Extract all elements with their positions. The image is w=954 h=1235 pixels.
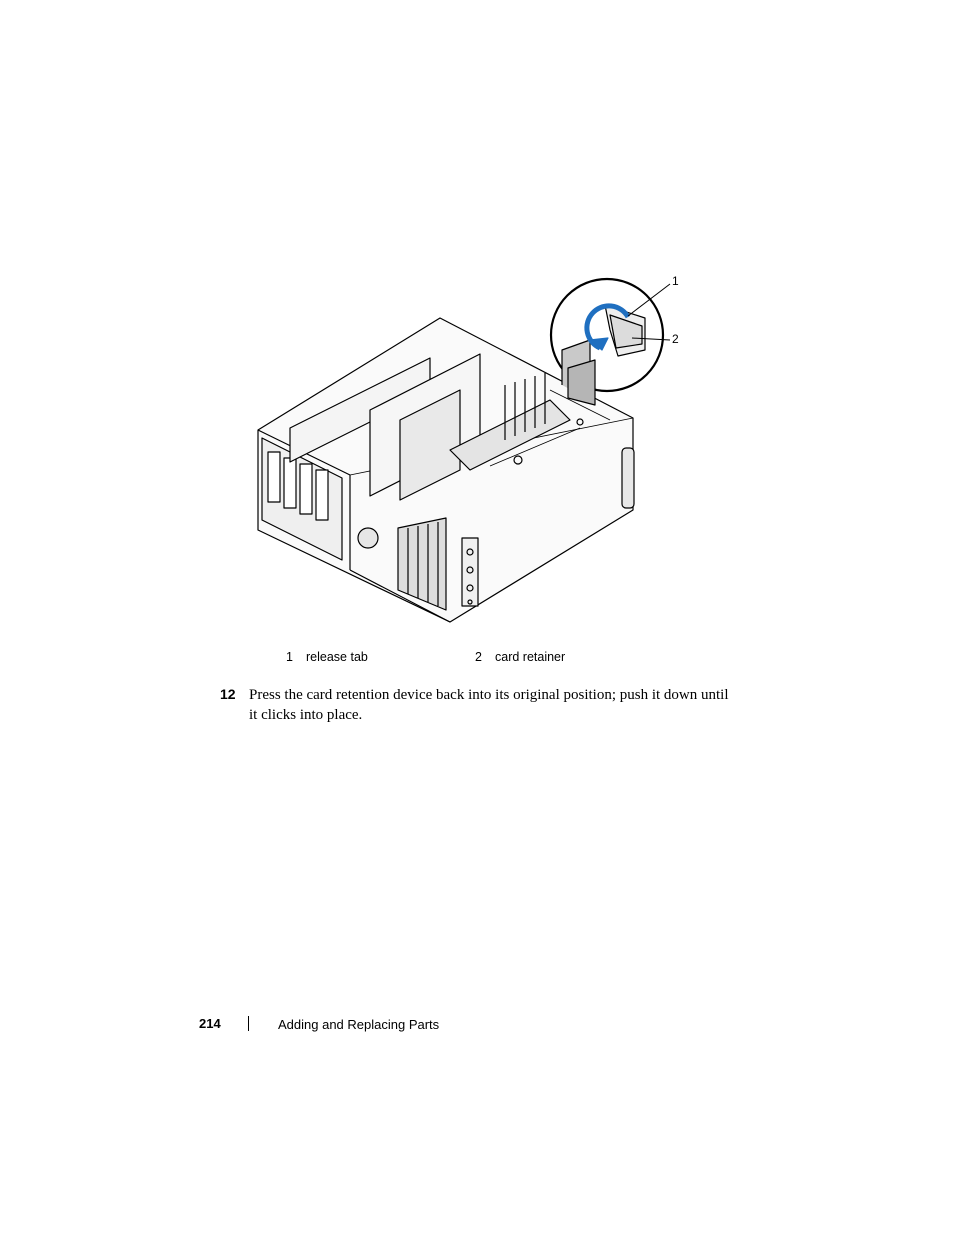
legend-item: [475, 650, 565, 664]
step-text: Press the card retention device back into its original position; push it down until it clicks into place.: [249, 687, 729, 723]
computer-chassis-illustration: [250, 270, 690, 630]
section-title: Adding and Replacing Parts: [278, 1017, 440, 1032]
legend-label: card retainer: [495, 650, 566, 664]
page-number: 214: [199, 1016, 221, 1031]
legend-num: 2: [475, 650, 482, 664]
footer-divider: [248, 1016, 249, 1031]
chassis-drawing: [250, 270, 690, 630]
legend-num: 1: [286, 650, 293, 664]
step-number: 12: [220, 686, 236, 702]
callout-1: 1: [672, 274, 679, 288]
callout-2: 2: [672, 332, 679, 346]
legend-label: release tab: [306, 650, 368, 664]
legend-item: [286, 650, 368, 664]
